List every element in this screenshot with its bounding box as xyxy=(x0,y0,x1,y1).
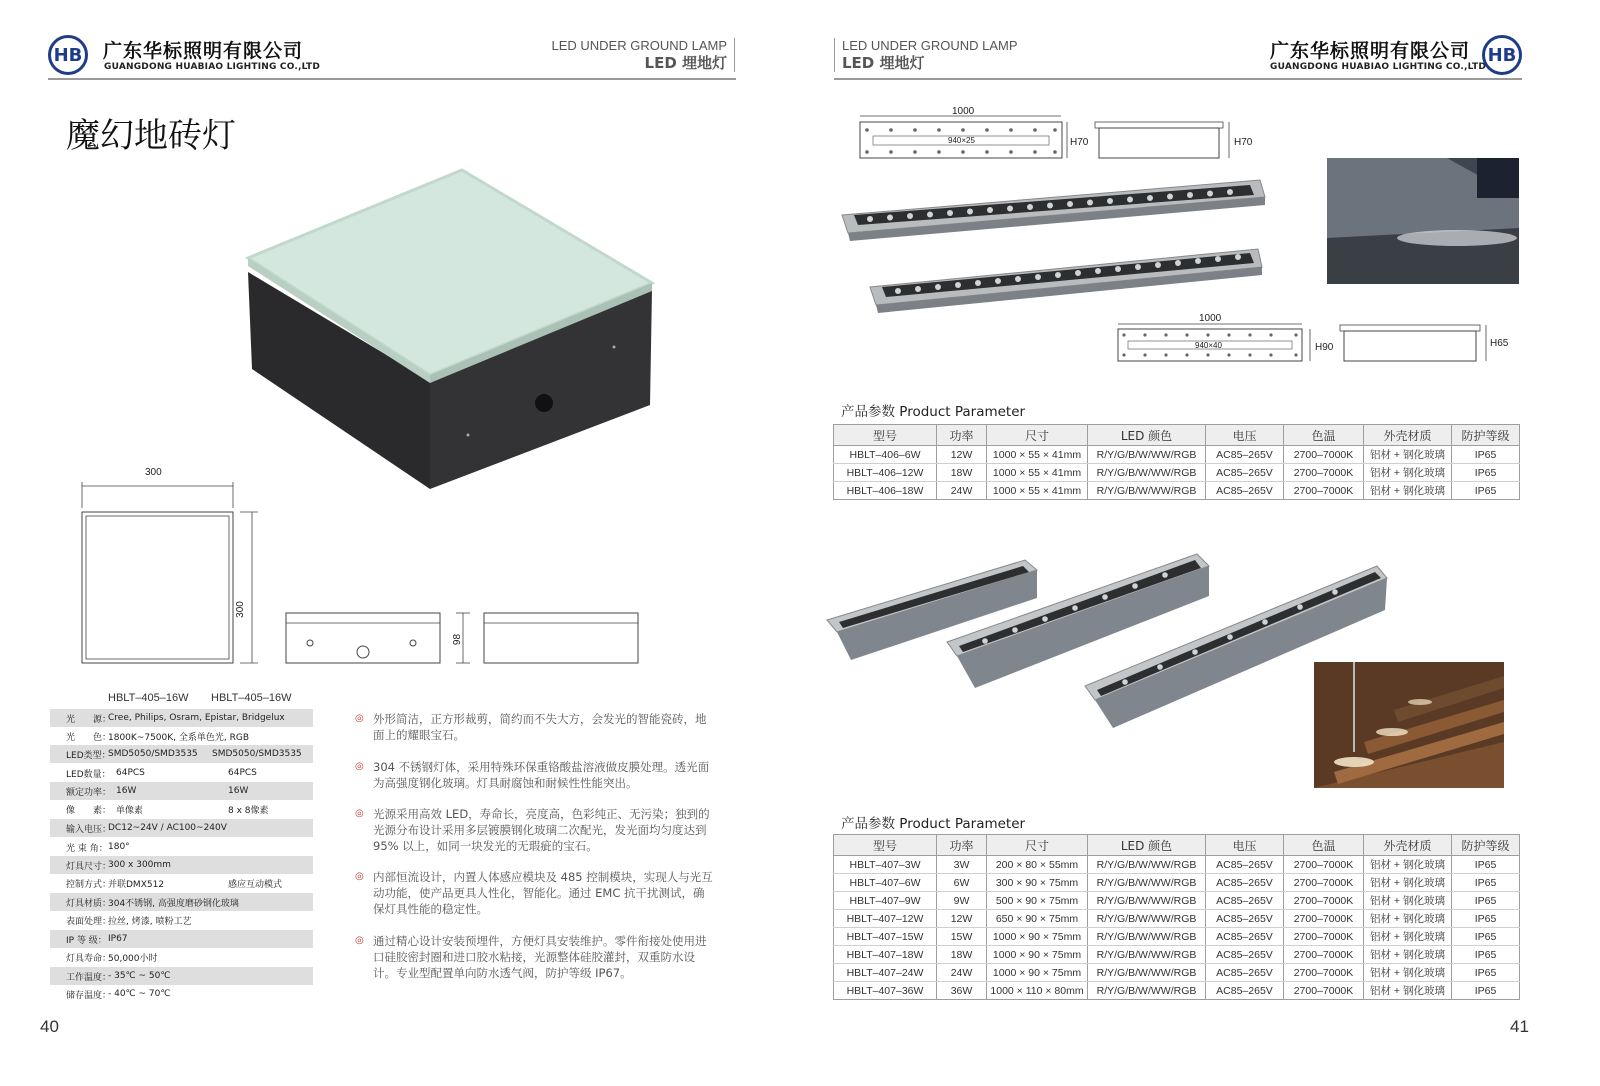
spec-value: 拉丝, 烤漆, 喷粉工艺 xyxy=(108,916,192,927)
cell-voltage: AC85–265V xyxy=(1206,464,1284,482)
top-view-inner xyxy=(86,516,229,659)
table-row xyxy=(834,856,1520,874)
company-name-cn: 广东华标照明有限公司 xyxy=(1270,40,1471,62)
cell-ip: IP65 xyxy=(1452,982,1520,1000)
header-category-cn: LED 埋地灯 xyxy=(644,54,727,72)
col-led-color: LED 颜色 xyxy=(1088,835,1206,856)
cell-model: HBLT–406–12W xyxy=(834,464,937,482)
cell-power: 12W xyxy=(937,446,987,464)
company-name-cn: 广东华标照明有限公司 xyxy=(103,40,304,62)
cell-voltage: AC85–265V xyxy=(1206,946,1284,964)
cell-voltage: AC85–265V xyxy=(1206,446,1284,464)
product-parameter-table-407 xyxy=(833,834,1520,1000)
hb-logo-icon: HB xyxy=(48,35,88,75)
spec-label: IP 等 级： xyxy=(66,935,107,946)
linear-lamp-drawing-1 xyxy=(855,104,1245,164)
spec-row xyxy=(50,727,313,745)
dim-inner: 940×40 xyxy=(1195,341,1222,350)
cell-power: 12W xyxy=(937,910,987,928)
spec-value-2: 感应互动模式 xyxy=(228,879,283,890)
table-row xyxy=(834,910,1520,928)
cell-voltage: AC85–265V xyxy=(1206,856,1284,874)
cell-size: 1000 × 90 × 75mm xyxy=(987,928,1088,946)
spec-label: 光 色： xyxy=(66,732,112,743)
dim-width: 300 xyxy=(145,467,162,478)
col-size: 尺寸 xyxy=(987,835,1088,856)
table-row xyxy=(834,982,1520,1000)
cell-voltage: AC85–265V xyxy=(1206,892,1284,910)
cell-voltage: AC85–265V xyxy=(1206,910,1284,928)
target-bullet-icon: ◎ xyxy=(355,808,364,819)
cell-housing: 铝材 + 钢化玻璃 xyxy=(1364,856,1452,874)
company-name-en: GUANGDONG HUABIAO LIGHTING CO.,LTD xyxy=(104,62,321,72)
cell-housing: 铝材 + 钢化玻璃 xyxy=(1364,482,1452,500)
spec-row xyxy=(50,709,313,727)
col-cct: 色温 xyxy=(1284,425,1364,446)
cell-power: 18W xyxy=(937,464,987,482)
header-divider xyxy=(834,38,835,72)
linear-lamp-photo-407 xyxy=(825,548,1390,733)
cell-power: 24W xyxy=(937,964,987,982)
spec-label: 灯具尺寸： xyxy=(66,861,112,872)
spec-row xyxy=(50,948,313,966)
cell-model: HBLT–407–6W xyxy=(834,874,937,892)
linear-lamp-photo-406 xyxy=(840,175,1270,315)
cell-voltage: AC85–265V xyxy=(1206,928,1284,946)
cell-ip: IP65 xyxy=(1452,928,1520,946)
feature-item xyxy=(355,933,715,981)
dim-h-side: H70 xyxy=(1234,137,1253,148)
spec-value-2: 64PCS xyxy=(228,768,257,778)
cell-led-color: R/Y/G/B/W/WW/RGB xyxy=(1088,928,1206,946)
dim-depth: 98 xyxy=(452,633,464,646)
cell-cct: 2700–7000K xyxy=(1284,464,1364,482)
spec-row xyxy=(50,874,313,892)
dim-h-top: H70 xyxy=(1070,137,1089,148)
table-row xyxy=(834,946,1520,964)
cell-ip: IP65 xyxy=(1452,946,1520,964)
tile-lamp-photo xyxy=(240,165,660,495)
model-name-1: HBLT–405–16W xyxy=(108,692,189,704)
hb-logo-icon: HB xyxy=(1482,35,1522,75)
spec-value: 304不锈钢, 高强度磨砂钢化玻璃 xyxy=(108,898,239,909)
table-1-title: 产品参数 Product Parameter xyxy=(841,404,1026,420)
cell-led-color: R/Y/G/B/W/WW/RGB xyxy=(1088,856,1206,874)
cell-housing: 铝材 + 钢化玻璃 xyxy=(1364,464,1452,482)
spec-label: 灯具寿命： xyxy=(66,953,112,964)
side-view-front xyxy=(286,613,440,663)
cell-ip: IP65 xyxy=(1452,856,1520,874)
spec-row xyxy=(50,782,313,800)
header-rule xyxy=(48,78,736,80)
cell-model: HBLT–406–18W xyxy=(834,482,937,500)
col-size: 尺寸 xyxy=(987,425,1088,446)
page-number-left: 40 xyxy=(40,1017,59,1036)
dim-length: 1000 xyxy=(1199,313,1222,324)
cell-ip: IP65 xyxy=(1452,874,1520,892)
spec-value-2: 8 x 8像素 xyxy=(228,805,269,816)
spec-value: 300 x 300mm xyxy=(108,860,171,870)
cell-size: 1000 × 110 × 80mm xyxy=(987,982,1088,1000)
spec-value: 180° xyxy=(108,842,130,852)
cell-housing: 铝材 + 钢化玻璃 xyxy=(1364,946,1452,964)
col-ip: 防护等级 xyxy=(1452,425,1520,446)
side-view-back xyxy=(484,613,638,663)
cell-led-color: R/Y/G/B/W/WW/RGB xyxy=(1088,464,1206,482)
target-bullet-icon: ◎ xyxy=(355,713,364,724)
spec-label: 像 素： xyxy=(66,805,112,816)
col-power: 功率 xyxy=(937,425,987,446)
application-photo-stairs xyxy=(1314,662,1504,788)
cell-power: 9W xyxy=(937,892,987,910)
cell-cct: 2700–7000K xyxy=(1284,892,1364,910)
spec-row xyxy=(50,800,313,818)
cell-housing: 铝材 + 钢化玻璃 xyxy=(1364,928,1452,946)
cell-cct: 2700–7000K xyxy=(1284,982,1364,1000)
spec-label: 工作温度： xyxy=(66,972,112,983)
company-name-en: GUANGDONG HUABIAO LIGHTING CO.,LTD xyxy=(1270,62,1487,72)
cell-size: 650 × 90 × 75mm xyxy=(987,910,1088,928)
cell-voltage: AC85–265V xyxy=(1206,982,1284,1000)
cell-size: 1000 × 55 × 41mm xyxy=(987,482,1088,500)
spec-row xyxy=(50,911,313,929)
cell-housing: 铝材 + 钢化玻璃 xyxy=(1364,964,1452,982)
spec-label: 灯具材质： xyxy=(66,898,112,909)
top-view-outline xyxy=(82,512,233,663)
spec-label: 表面处理： xyxy=(66,916,112,927)
col-housing: 外壳材质 xyxy=(1364,425,1452,446)
spec-row xyxy=(50,856,313,874)
spec-value: 1800K~7500K, 全系单色光, RGB xyxy=(108,732,249,743)
header-rule xyxy=(834,78,1522,80)
spec-value: 并联DMX512 xyxy=(108,879,165,890)
cell-led-color: R/Y/G/B/W/WW/RGB xyxy=(1088,946,1206,964)
cell-housing: 铝材 + 钢化玻璃 xyxy=(1364,892,1452,910)
cell-size: 500 × 90 × 75mm xyxy=(987,892,1088,910)
header-category-en: LED UNDER GROUND LAMP xyxy=(842,38,1018,53)
cell-cct: 2700–7000K xyxy=(1284,874,1364,892)
header-divider xyxy=(734,38,735,72)
table-row xyxy=(834,964,1520,982)
spec-value: SMD5050/SMD3535 xyxy=(108,749,198,759)
spec-value: - 40℃ ~ 70℃ xyxy=(108,989,171,999)
cell-size: 1000 × 90 × 75mm xyxy=(987,946,1088,964)
col-voltage: 电压 xyxy=(1206,835,1284,856)
model-name-2: HBLT–405–16W xyxy=(211,692,292,704)
cell-cct: 2700–7000K xyxy=(1284,946,1364,964)
screw-hole xyxy=(613,346,616,349)
spec-label: LED数量： xyxy=(66,769,111,780)
cell-power: 15W xyxy=(937,928,987,946)
cell-size: 300 × 90 × 75mm xyxy=(987,874,1088,892)
spec-label: 控制方式： xyxy=(66,879,112,890)
feature-item xyxy=(355,759,715,791)
col-model: 型号 xyxy=(834,835,937,856)
spec-row xyxy=(50,985,313,1003)
spec-value-2: 16W xyxy=(228,786,249,796)
cell-cct: 2700–7000K xyxy=(1284,928,1364,946)
cell-model: HBLT–407–24W xyxy=(834,964,937,982)
feature-text: 光源采用高效 LED，寿命长，亮度高，色彩纯正、无污染；独到的光源分布设计采用多层镀膜钢化玻璃二次配光，发光面均匀度达到 95% 以上，如同一块发光的无瑕疵的宝石。 xyxy=(373,807,710,853)
dim-h-side: H65 xyxy=(1490,338,1509,349)
cell-power: 6W xyxy=(937,874,987,892)
col-voltage: 电压 xyxy=(1206,425,1284,446)
target-bullet-icon: ◎ xyxy=(355,761,364,772)
spec-value: 50,000小时 xyxy=(108,953,158,964)
application-photo-wall xyxy=(1327,158,1519,284)
cable-gland xyxy=(535,394,553,412)
table-2-title: 产品参数 Product Parameter xyxy=(841,816,1026,832)
cell-led-color: R/Y/G/B/W/WW/RGB xyxy=(1088,874,1206,892)
cell-model: HBLT–407–36W xyxy=(834,982,937,1000)
feature-text: 通过精心设计安装预埋件，方便灯具安装维护。零件衔接处使用进口硅胶密封圈和进口胶水粘接，光源整体硅胶灌封，双重防水设计。专业型配置单向防水透气阀，防护等级 IP67。 xyxy=(373,934,707,980)
linear-lamp-drawing-2 xyxy=(1112,312,1512,368)
spec-row xyxy=(50,893,313,911)
cell-power: 24W xyxy=(937,482,987,500)
col-housing: 外壳材质 xyxy=(1364,835,1452,856)
feature-text: 外形简洁，正方形裁剪，简约而不失大方，会发光的智能瓷砖，地面上的耀眼宝石。 xyxy=(373,712,707,742)
cell-ip: IP65 xyxy=(1452,892,1520,910)
dim-inner: 940×25 xyxy=(948,136,975,145)
feature-item xyxy=(355,806,715,854)
product-parameter-table-406 xyxy=(833,424,1520,500)
cell-housing: 铝材 + 钢化玻璃 xyxy=(1364,910,1452,928)
cell-housing: 铝材 + 钢化玻璃 xyxy=(1364,874,1452,892)
cell-led-color: R/Y/G/B/W/WW/RGB xyxy=(1088,482,1206,500)
cell-led-color: R/Y/G/B/W/WW/RGB xyxy=(1088,892,1206,910)
cell-ip: IP65 xyxy=(1452,910,1520,928)
spec-row xyxy=(50,838,313,856)
spec-value: Cree, Philips, Osram, Epistar, Bridgelux xyxy=(108,713,285,723)
cell-cct: 2700–7000K xyxy=(1284,482,1364,500)
table-row xyxy=(834,482,1520,500)
cell-size: 1000 × 55 × 41mm xyxy=(987,464,1088,482)
cell-size: 1000 × 55 × 41mm xyxy=(987,446,1088,464)
cell-cct: 2700–7000K xyxy=(1284,964,1364,982)
cell-voltage: AC85–265V xyxy=(1206,482,1284,500)
table-row xyxy=(834,446,1520,464)
cell-voltage: AC85–265V xyxy=(1206,874,1284,892)
spec-label: 光 束 角： xyxy=(66,843,108,854)
cell-model: HBLT–406–6W xyxy=(834,446,937,464)
col-led-color: LED 颜色 xyxy=(1088,425,1206,446)
cell-size: 1000 × 90 × 75mm xyxy=(987,964,1088,982)
spec-value: DC12~24V / AC100~240V xyxy=(108,823,227,833)
cell-led-color: R/Y/G/B/W/WW/RGB xyxy=(1088,964,1206,982)
cell-cct: 2700–7000K xyxy=(1284,446,1364,464)
table-row xyxy=(834,892,1520,910)
target-bullet-icon: ◎ xyxy=(355,935,364,946)
cell-ip: IP65 xyxy=(1452,446,1520,464)
spec-value: IP67 xyxy=(108,934,128,944)
col-power: 功率 xyxy=(937,835,987,856)
table-row xyxy=(834,874,1520,892)
cell-cct: 2700–7000K xyxy=(1284,910,1364,928)
feature-text: 内部恒流设计，内置人体感应模块及 485 控制模块，实现人与光互动功能，使产品更具人性化，智能化。通过 EMC 抗干扰测试，确保灯具性能的稳定性。 xyxy=(373,870,713,916)
spec-label: 储存温度： xyxy=(66,990,112,1001)
spec-label: LED类型： xyxy=(66,750,111,761)
dim-h-top: H90 xyxy=(1315,342,1334,353)
spec-label: 输入电压： xyxy=(66,824,112,835)
cell-size: 200 × 80 × 55mm xyxy=(987,856,1088,874)
cell-led-color: R/Y/G/B/W/WW/RGB xyxy=(1088,910,1206,928)
dim-height: 300 xyxy=(234,601,246,618)
cell-housing: 铝材 + 钢化玻璃 xyxy=(1364,982,1452,1000)
cell-cct: 2700–7000K xyxy=(1284,856,1364,874)
spec-label: 额定功率： xyxy=(66,787,112,798)
cell-model: HBLT–407–3W xyxy=(834,856,937,874)
cell-model: HBLT–407–9W xyxy=(834,892,937,910)
cell-housing: 铝材 + 钢化玻璃 xyxy=(1364,446,1452,464)
spec-value-2: SMD5050/SMD3535 xyxy=(212,749,302,759)
cell-ip: IP65 xyxy=(1452,964,1520,982)
cell-led-color: R/Y/G/B/W/WW/RGB xyxy=(1088,982,1206,1000)
spec-value: 16W xyxy=(116,786,137,796)
spec-row xyxy=(50,764,313,782)
header-category-cn: LED 埋地灯 xyxy=(842,54,925,72)
cell-power: 36W xyxy=(937,982,987,1000)
spec-row xyxy=(50,930,313,948)
table-header-row xyxy=(834,425,1520,446)
table-row xyxy=(834,928,1520,946)
screw-hole xyxy=(467,434,470,437)
col-cct: 色温 xyxy=(1284,835,1364,856)
spec-row xyxy=(50,819,313,837)
target-bullet-icon: ◎ xyxy=(355,871,364,882)
cell-model: HBLT–407–12W xyxy=(834,910,937,928)
cell-ip: IP65 xyxy=(1452,482,1520,500)
spec-label: 光 源： xyxy=(66,714,112,725)
cell-led-color: R/Y/G/B/W/WW/RGB xyxy=(1088,446,1206,464)
table-row xyxy=(834,464,1520,482)
spec-row xyxy=(50,745,313,763)
table-header-row xyxy=(834,835,1520,856)
cell-power: 3W xyxy=(937,856,987,874)
cell-voltage: AC85–265V xyxy=(1206,964,1284,982)
spec-value: 单像素 xyxy=(116,805,144,816)
feature-item xyxy=(355,711,715,743)
col-model: 型号 xyxy=(834,425,937,446)
cell-model: HBLT–407–18W xyxy=(834,946,937,964)
cell-power: 18W xyxy=(937,946,987,964)
cell-ip: IP65 xyxy=(1452,464,1520,482)
page-title: 魔幻地砖灯 xyxy=(66,116,236,156)
spec-value: 64PCS xyxy=(116,768,145,778)
spec-value: - 35℃ ~ 50℃ xyxy=(108,971,171,981)
feature-item xyxy=(355,869,715,917)
tile-lamp-drawing xyxy=(70,460,650,680)
spec-row xyxy=(50,967,313,985)
cell-model: HBLT–407–15W xyxy=(834,928,937,946)
page-number-right: 41 xyxy=(1510,1017,1529,1036)
dim-length: 1000 xyxy=(952,106,975,117)
feature-text: 304 不锈钢灯体，采用特殊环保重铬酸盐溶液做皮膜处理。透光面为高强度钢化玻璃。灯具耐腐蚀和耐候性性能突出。 xyxy=(373,760,710,790)
col-ip: 防护等级 xyxy=(1452,835,1520,856)
header-category-en: LED UNDER GROUND LAMP xyxy=(551,38,727,53)
